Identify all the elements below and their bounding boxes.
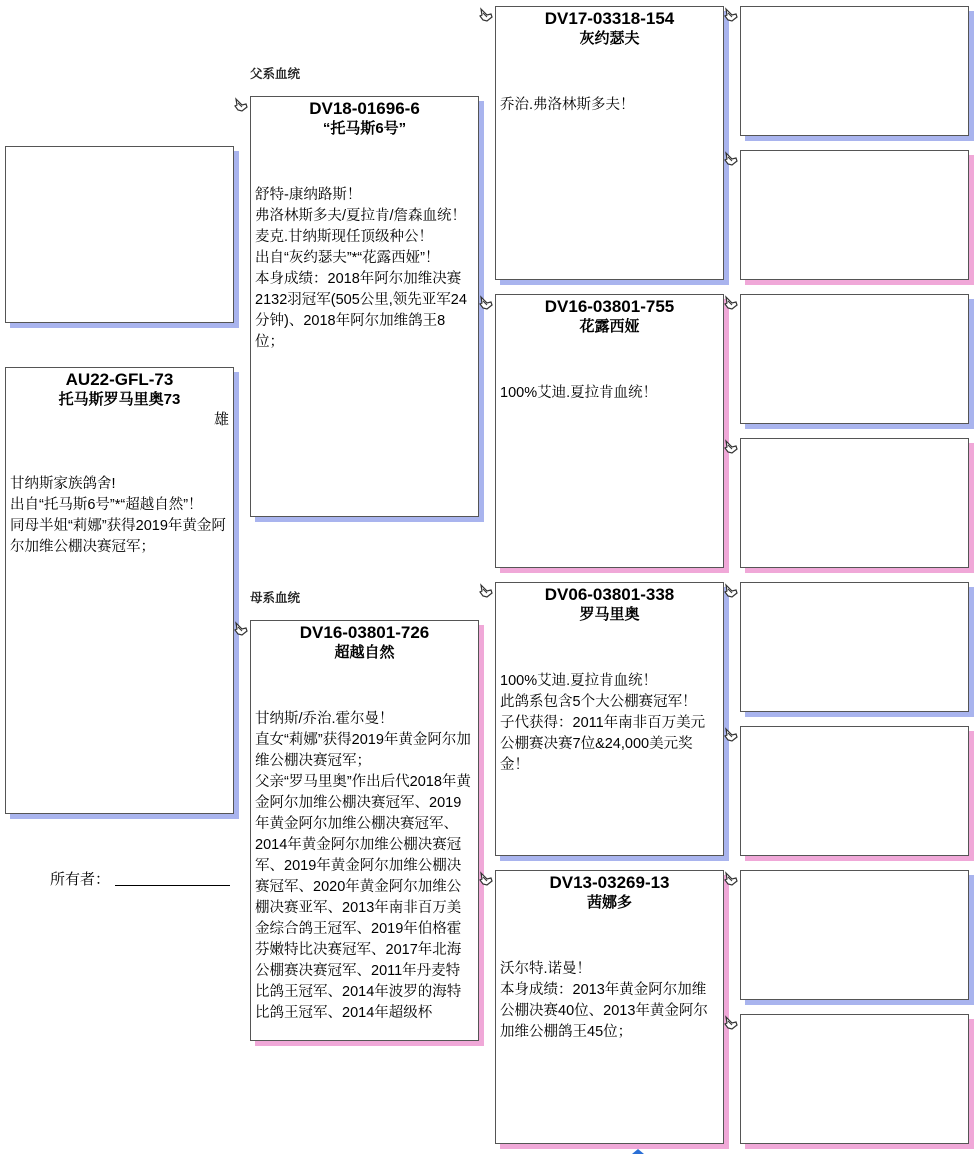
great-grandparent-box[interactable] [740, 1014, 969, 1144]
dam-name: 超越自然 [334, 644, 395, 661]
sire-dam-name: 花露西娅 [579, 318, 640, 335]
subject-desc [6, 474, 233, 558]
edit-hand-icon[interactable] [723, 727, 739, 743]
sire-sire-desc [496, 95, 723, 116]
desc-line: 麦克.甘纳斯现任顶级种公！ [255, 229, 434, 245]
desc-line: 此鸽系包含5个大公棚赛冠军！ [500, 694, 697, 710]
dam-line-label: 母系血统 [250, 591, 301, 605]
subject-name: 托马斯罗马里奥73 [58, 391, 181, 408]
desc-line: 出自“灰约瑟夫”*“花露西娅”！ [255, 250, 440, 266]
desc-line: 子代获得：2011年南非百万美元公棚赛决赛7位&24,000美元奖金！ [500, 715, 706, 773]
desc-line: 甘纳斯/乔治.霍尔曼！ [255, 711, 394, 727]
subject-card[interactable] [5, 367, 234, 814]
subject-sex: 雄 [213, 411, 229, 428]
edit-hand-icon[interactable] [723, 583, 739, 599]
great-grandparent-box[interactable] [740, 294, 969, 424]
edit-hand-icon[interactable] [723, 295, 739, 311]
edit-hand-icon[interactable] [723, 871, 739, 887]
dam-dam-card[interactable] [495, 870, 724, 1144]
sire-dam-card[interactable] [495, 294, 724, 568]
edit-hand-icon[interactable] [723, 1015, 739, 1031]
sire-ring: DV18-01696-6 [309, 99, 420, 118]
desc-line: 直女“莉娜”获得2019年黄金阿尔加维公棚决赛冠军； [255, 732, 471, 769]
dam-sire-ring: DV06-03801-338 [544, 585, 675, 604]
sire-desc [251, 185, 478, 353]
desc-line: 甘纳斯家族鸽舍! [10, 476, 116, 492]
great-grandparent-box[interactable] [740, 870, 969, 1000]
sire-dam-ring: DV16-03801-755 [544, 297, 675, 316]
desc-line: 舒特-康纳路斯！ [255, 187, 362, 203]
edit-hand-icon[interactable] [478, 871, 494, 887]
dam-sire-name: 罗马里奥 [579, 606, 640, 623]
dam-sire-card[interactable] [495, 582, 724, 856]
dam-dam-ring: DV13-03269-13 [549, 873, 670, 892]
sire-card[interactable] [250, 96, 479, 517]
edit-hand-icon[interactable] [478, 583, 494, 599]
dam-sire-desc [496, 671, 723, 776]
great-grandparent-box[interactable] [740, 150, 969, 280]
desc-line: 同母半姐“莉娜”获得2019年黄金阿尔加维公棚决赛冠军； [10, 518, 226, 555]
great-grandparent-box[interactable] [740, 582, 969, 712]
dam-ring: DV16-03801-726 [299, 623, 430, 642]
subject-ring: AU22-GFL-73 [65, 370, 174, 389]
dam-desc [251, 709, 478, 1024]
desc-line: 出自“托马斯6号”*“超越自然”！ [10, 497, 203, 513]
sire-sire-name: 灰约瑟夫 [579, 30, 640, 47]
empty-pedigree-box[interactable] [5, 146, 234, 323]
sire-line-label: 父系血统 [250, 67, 301, 81]
desc-line: 父亲“罗马里奥”作出后代2018年黄金阿尔加维公棚决赛冠军、2019年黄金阿尔加维公棚决赛冠军、2014年黄金阿尔加维公棚决赛冠军、2019年黄金阿尔加维公棚决赛冠军、2020年黄金阿尔加维公棚决赛亚军、2013年南非百万美金综合鸽王冠军、2019年伯格霍芬嫩特比决赛冠军、2017年北海公棚赛决赛冠军、2011年丹麦特比鸽王冠军、2014年波罗的海特比鸽王冠军、2014年超级杯 [255, 774, 471, 1021]
edit-hand-icon[interactable] [723, 439, 739, 455]
sire-dam-desc [496, 383, 723, 404]
desc-line: 沃尔特.诺曼！ [500, 961, 592, 977]
edit-hand-icon[interactable] [723, 151, 739, 167]
dam-dam-name: 茜娜多 [586, 894, 632, 911]
desc-line: 100%艾迪.夏拉肯血统！ [500, 385, 658, 401]
edit-hand-icon[interactable] [723, 7, 739, 23]
sire-name: “托马斯6号” [322, 120, 407, 137]
great-grandparent-box[interactable] [740, 438, 969, 568]
edit-hand-icon[interactable] [478, 7, 494, 23]
desc-line: 100%艾迪.夏拉肯血统！ [500, 673, 658, 689]
desc-line: 本身成绩：2018年阿尔加维决赛2132羽冠军(505公里,领先亚军24分钟)、2018年阿尔加维鸽王8位； [255, 271, 467, 350]
sire-sire-card[interactable] [495, 6, 724, 280]
sire-sire-ring: DV17-03318-154 [544, 9, 675, 28]
expand-arrow-icon[interactable] [632, 1149, 644, 1154]
edit-hand-icon[interactable] [478, 295, 494, 311]
desc-line: 弗洛林斯多夫/夏拉肯/詹森血统！ [255, 208, 467, 224]
great-grandparent-box[interactable] [740, 726, 969, 856]
desc-line: 本身成绩：2013年黄金阿尔加维公棚决赛40位、2013年黄金阿尔加维公棚鸽王45位； [500, 982, 708, 1040]
owner-label: 所有者： [50, 871, 111, 888]
edit-hand-icon[interactable] [233, 621, 249, 637]
owner-blank-line[interactable] [115, 885, 230, 886]
dam-dam-desc [496, 959, 723, 1043]
dam-card[interactable] [250, 620, 479, 1041]
great-grandparent-box[interactable] [740, 6, 969, 136]
desc-line: 乔治.弗洛林斯多夫！ [500, 97, 635, 113]
edit-hand-icon[interactable] [233, 97, 249, 113]
